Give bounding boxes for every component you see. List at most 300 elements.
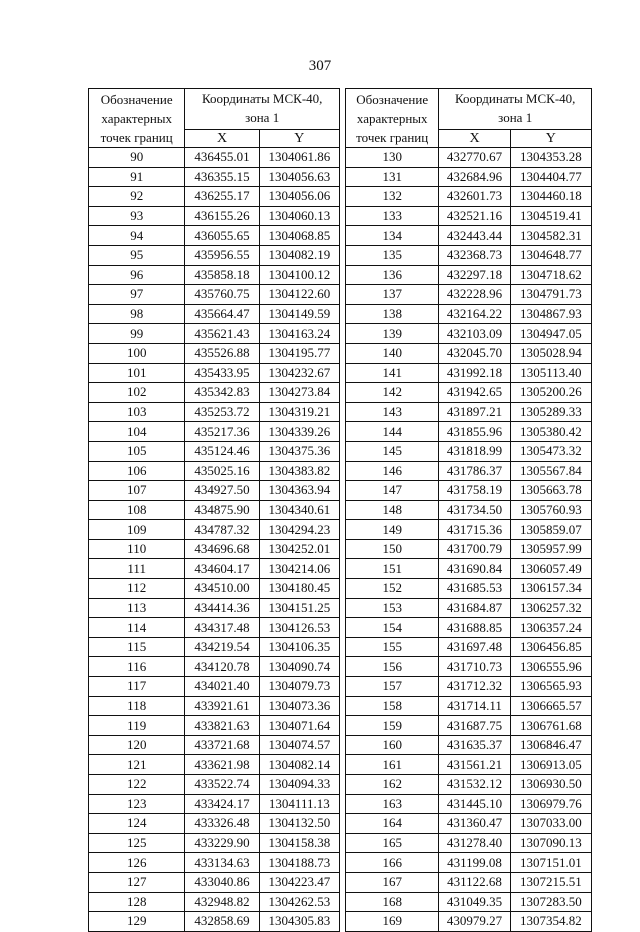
point-id-cell: 151 xyxy=(346,559,439,579)
point-id-cell: 159 xyxy=(346,716,439,736)
y-coordinate-cell: 1305289.33 xyxy=(510,402,591,422)
table-row xyxy=(89,343,340,363)
x-coordinate-cell: 433721.68 xyxy=(185,735,259,755)
point-id-cell: 150 xyxy=(346,539,439,559)
point-id-cell: 142 xyxy=(346,383,439,403)
table-row xyxy=(346,383,592,403)
y-coordinate-cell: 1304082.19 xyxy=(259,245,339,265)
table-row xyxy=(346,559,592,579)
x-coordinate-cell: 432297.18 xyxy=(439,265,510,285)
x-coordinate-cell: 432770.67 xyxy=(439,148,510,168)
point-id-cell: 121 xyxy=(89,755,185,775)
table-row xyxy=(89,148,340,168)
point-id-cell: 139 xyxy=(346,324,439,344)
y-coordinate-cell: 1304460.18 xyxy=(510,187,591,207)
y-coordinate-cell: 1306565.93 xyxy=(510,677,591,697)
y-coordinate-cell: 1304094.33 xyxy=(259,775,339,795)
point-id-cell: 98 xyxy=(89,304,185,324)
header-point-line: точек границ xyxy=(356,130,429,145)
point-id-cell: 127 xyxy=(89,872,185,892)
y-coordinate-cell: 1304061.86 xyxy=(259,148,339,168)
y-coordinate-cell: 1304079.73 xyxy=(259,677,339,697)
point-id-cell: 111 xyxy=(89,559,185,579)
point-id-cell: 154 xyxy=(346,618,439,638)
x-coordinate-cell: 435858.18 xyxy=(185,265,259,285)
x-coordinate-cell: 432103.09 xyxy=(439,324,510,344)
y-coordinate-cell: 1304519.41 xyxy=(510,206,591,226)
table-row xyxy=(89,441,340,461)
point-id-cell: 109 xyxy=(89,520,185,540)
table-row xyxy=(89,716,340,736)
x-coordinate-cell: 434604.17 xyxy=(185,559,259,579)
y-coordinate-cell: 1304273.84 xyxy=(259,383,339,403)
header-x: X xyxy=(439,130,510,148)
table-row xyxy=(346,520,592,540)
y-coordinate-cell: 1306456.85 xyxy=(510,637,591,657)
y-coordinate-cell: 1304262.53 xyxy=(259,892,339,912)
point-id-cell: 169 xyxy=(346,912,439,932)
point-id-cell: 117 xyxy=(89,677,185,697)
page-number: 307 xyxy=(308,58,332,74)
point-id-cell: 112 xyxy=(89,579,185,599)
x-coordinate-cell: 433326.48 xyxy=(185,814,259,834)
y-coordinate-cell: 1306846.47 xyxy=(510,735,591,755)
point-id-cell: 157 xyxy=(346,677,439,697)
table-body-left xyxy=(89,148,340,932)
y-coordinate-cell: 1305380.42 xyxy=(510,422,591,442)
table-row xyxy=(89,637,340,657)
y-coordinate-cell: 1306257.32 xyxy=(510,598,591,618)
point-id-cell: 124 xyxy=(89,814,185,834)
header-x: X xyxy=(185,130,259,148)
point-id-cell: 135 xyxy=(346,245,439,265)
y-coordinate-cell: 1306555.96 xyxy=(510,657,591,677)
y-coordinate-cell: 1304305.83 xyxy=(259,912,339,932)
header-point-line: характерных xyxy=(356,111,428,126)
point-id-cell: 120 xyxy=(89,735,185,755)
table-row xyxy=(346,402,592,422)
table-row xyxy=(346,539,592,559)
point-id-cell: 90 xyxy=(89,148,185,168)
table-row xyxy=(346,285,592,305)
point-id-cell: 156 xyxy=(346,657,439,677)
table-row xyxy=(346,226,592,246)
y-coordinate-cell: 1304648.77 xyxy=(510,245,591,265)
point-id-cell: 118 xyxy=(89,696,185,716)
x-coordinate-cell: 431992.18 xyxy=(439,363,510,383)
y-coordinate-cell: 1305473.32 xyxy=(510,441,591,461)
x-coordinate-cell: 431818.99 xyxy=(439,441,510,461)
table-row xyxy=(89,402,340,422)
x-coordinate-cell: 431049.35 xyxy=(439,892,510,912)
point-id-cell: 126 xyxy=(89,853,185,873)
table-row xyxy=(346,637,592,657)
table-row xyxy=(89,363,340,383)
point-id-cell: 168 xyxy=(346,892,439,912)
point-id-cell: 146 xyxy=(346,461,439,481)
header-coordinates-line: Координаты МСК-40, xyxy=(201,91,323,106)
table-row xyxy=(346,461,592,481)
table-row xyxy=(89,833,340,853)
table-row xyxy=(89,598,340,618)
x-coordinate-cell: 432858.69 xyxy=(185,912,259,932)
x-coordinate-cell: 430979.27 xyxy=(439,912,510,932)
x-coordinate-cell: 431700.79 xyxy=(439,539,510,559)
point-id-cell: 96 xyxy=(89,265,185,285)
x-coordinate-cell: 436455.01 xyxy=(185,148,259,168)
x-coordinate-cell: 435433.95 xyxy=(185,363,259,383)
table-row xyxy=(89,481,340,501)
table-row xyxy=(89,775,340,795)
y-coordinate-cell: 1304106.35 xyxy=(259,637,339,657)
header-point-designation xyxy=(89,89,185,148)
header-point-designation xyxy=(346,89,439,148)
y-coordinate-cell: 1304791.73 xyxy=(510,285,591,305)
table-row xyxy=(346,677,592,697)
point-id-cell: 141 xyxy=(346,363,439,383)
y-coordinate-cell: 1304056.63 xyxy=(259,167,339,187)
point-id-cell: 136 xyxy=(346,265,439,285)
x-coordinate-cell: 433821.63 xyxy=(185,716,259,736)
x-coordinate-cell: 435664.47 xyxy=(185,304,259,324)
point-id-cell: 107 xyxy=(89,481,185,501)
table-row xyxy=(89,618,340,638)
table-row xyxy=(346,872,592,892)
header-y: Y xyxy=(510,130,591,148)
header-point-line: точек границ xyxy=(100,130,173,145)
x-coordinate-cell: 431360.47 xyxy=(439,814,510,834)
point-id-cell: 163 xyxy=(346,794,439,814)
y-coordinate-cell: 1304180.45 xyxy=(259,579,339,599)
point-id-cell: 161 xyxy=(346,755,439,775)
y-coordinate-cell: 1306157.34 xyxy=(510,579,591,599)
y-coordinate-cell: 1304074.57 xyxy=(259,735,339,755)
table-row xyxy=(346,833,592,853)
x-coordinate-cell: 431532.12 xyxy=(439,775,510,795)
y-coordinate-cell: 1306761.68 xyxy=(510,716,591,736)
y-coordinate-cell: 1307033.00 xyxy=(510,814,591,834)
table-row xyxy=(89,422,340,442)
y-coordinate-cell: 1304718.62 xyxy=(510,265,591,285)
table-row xyxy=(89,579,340,599)
point-id-cell: 101 xyxy=(89,363,185,383)
y-coordinate-cell: 1304056.06 xyxy=(259,187,339,207)
table-row xyxy=(89,735,340,755)
y-coordinate-cell: 1306979.76 xyxy=(510,794,591,814)
x-coordinate-cell: 431697.48 xyxy=(439,637,510,657)
header-coordinates xyxy=(185,89,340,130)
point-id-cell: 134 xyxy=(346,226,439,246)
y-coordinate-cell: 1307283.50 xyxy=(510,892,591,912)
y-coordinate-cell: 1305760.93 xyxy=(510,500,591,520)
x-coordinate-cell: 434875.90 xyxy=(185,500,259,520)
y-coordinate-cell: 1304151.25 xyxy=(259,598,339,618)
header-coordinates-line: Координаты МСК-40, xyxy=(454,91,576,106)
table-row xyxy=(346,892,592,912)
table-row xyxy=(89,226,340,246)
x-coordinate-cell: 431445.10 xyxy=(439,794,510,814)
x-coordinate-cell: 431855.96 xyxy=(439,422,510,442)
x-coordinate-cell: 434021.40 xyxy=(185,677,259,697)
y-coordinate-cell: 1304294.23 xyxy=(259,520,339,540)
x-coordinate-cell: 431122.68 xyxy=(439,872,510,892)
table-row xyxy=(346,579,592,599)
x-coordinate-cell: 436055.65 xyxy=(185,226,259,246)
x-coordinate-cell: 432684.96 xyxy=(439,167,510,187)
table-row xyxy=(89,167,340,187)
x-coordinate-cell: 431690.84 xyxy=(439,559,510,579)
point-id-cell: 160 xyxy=(346,735,439,755)
point-id-cell: 164 xyxy=(346,814,439,834)
point-id-cell: 91 xyxy=(89,167,185,187)
x-coordinate-cell: 431734.50 xyxy=(439,500,510,520)
table-row xyxy=(89,520,340,540)
point-id-cell: 158 xyxy=(346,696,439,716)
x-coordinate-cell: 435342.83 xyxy=(185,383,259,403)
y-coordinate-cell: 1304149.59 xyxy=(259,304,339,324)
header-point-line: характерных xyxy=(101,111,173,126)
y-coordinate-cell: 1304132.50 xyxy=(259,814,339,834)
y-coordinate-cell: 1305957.99 xyxy=(510,539,591,559)
point-id-cell: 115 xyxy=(89,637,185,657)
y-coordinate-cell: 1304188.73 xyxy=(259,853,339,873)
table-row xyxy=(346,794,592,814)
table-row xyxy=(89,892,340,912)
y-coordinate-cell: 1305113.40 xyxy=(510,363,591,383)
x-coordinate-cell: 434696.68 xyxy=(185,539,259,559)
point-id-cell: 133 xyxy=(346,206,439,226)
coordinates-table-left xyxy=(88,88,340,932)
table-row xyxy=(346,422,592,442)
table-row xyxy=(89,206,340,226)
y-coordinate-cell: 1304340.61 xyxy=(259,500,339,520)
x-coordinate-cell: 431786.37 xyxy=(439,461,510,481)
table-row xyxy=(346,598,592,618)
x-coordinate-cell: 433921.61 xyxy=(185,696,259,716)
point-id-cell: 123 xyxy=(89,794,185,814)
point-id-cell: 132 xyxy=(346,187,439,207)
point-id-cell: 148 xyxy=(346,500,439,520)
table-body-right xyxy=(346,148,592,932)
point-id-cell: 110 xyxy=(89,539,185,559)
table-row xyxy=(346,265,592,285)
coordinates-table-right xyxy=(345,88,592,932)
table-row xyxy=(89,500,340,520)
y-coordinate-cell: 1304947.05 xyxy=(510,324,591,344)
y-coordinate-cell: 1304195.77 xyxy=(259,343,339,363)
y-coordinate-cell: 1304223.47 xyxy=(259,872,339,892)
point-id-cell: 129 xyxy=(89,912,185,932)
x-coordinate-cell: 433424.17 xyxy=(185,794,259,814)
x-coordinate-cell: 435760.75 xyxy=(185,285,259,305)
y-coordinate-cell: 1304158.38 xyxy=(259,833,339,853)
table-row xyxy=(89,814,340,834)
y-coordinate-cell: 1304232.67 xyxy=(259,363,339,383)
point-id-cell: 128 xyxy=(89,892,185,912)
x-coordinate-cell: 433522.74 xyxy=(185,775,259,795)
point-id-cell: 102 xyxy=(89,383,185,403)
table-row xyxy=(346,853,592,873)
point-id-cell: 162 xyxy=(346,775,439,795)
y-coordinate-cell: 1307151.01 xyxy=(510,853,591,873)
table-row xyxy=(89,559,340,579)
point-id-cell: 143 xyxy=(346,402,439,422)
point-id-cell: 153 xyxy=(346,598,439,618)
x-coordinate-cell: 435253.72 xyxy=(185,402,259,422)
x-coordinate-cell: 434510.00 xyxy=(185,579,259,599)
y-coordinate-cell: 1307354.82 xyxy=(510,912,591,932)
point-id-cell: 92 xyxy=(89,187,185,207)
x-coordinate-cell: 431635.37 xyxy=(439,735,510,755)
table-row xyxy=(346,657,592,677)
header-coordinates xyxy=(439,89,592,130)
y-coordinate-cell: 1304060.13 xyxy=(259,206,339,226)
x-coordinate-cell: 431897.21 xyxy=(439,402,510,422)
x-coordinate-cell: 435956.55 xyxy=(185,245,259,265)
table-row xyxy=(89,265,340,285)
y-coordinate-cell: 1304111.13 xyxy=(259,794,339,814)
x-coordinate-cell: 435217.36 xyxy=(185,422,259,442)
table-row xyxy=(89,304,340,324)
y-coordinate-cell: 1305200.26 xyxy=(510,383,591,403)
point-id-cell: 97 xyxy=(89,285,185,305)
table-row xyxy=(346,304,592,324)
x-coordinate-cell: 431688.85 xyxy=(439,618,510,638)
point-id-cell: 99 xyxy=(89,324,185,344)
x-coordinate-cell: 433621.98 xyxy=(185,755,259,775)
x-coordinate-cell: 431684.87 xyxy=(439,598,510,618)
point-id-cell: 149 xyxy=(346,520,439,540)
point-id-cell: 147 xyxy=(346,481,439,501)
point-id-cell: 103 xyxy=(89,402,185,422)
x-coordinate-cell: 433134.63 xyxy=(185,853,259,873)
x-coordinate-cell: 432521.16 xyxy=(439,206,510,226)
table-row xyxy=(89,872,340,892)
point-id-cell: 140 xyxy=(346,343,439,363)
y-coordinate-cell: 1304214.06 xyxy=(259,559,339,579)
point-id-cell: 125 xyxy=(89,833,185,853)
y-coordinate-cell: 1306357.24 xyxy=(510,618,591,638)
y-coordinate-cell: 1304353.28 xyxy=(510,148,591,168)
y-coordinate-cell: 1304375.36 xyxy=(259,441,339,461)
y-coordinate-cell: 1304319.21 xyxy=(259,402,339,422)
y-coordinate-cell: 1306913.05 xyxy=(510,755,591,775)
x-coordinate-cell: 435621.43 xyxy=(185,324,259,344)
y-coordinate-cell: 1307215.51 xyxy=(510,872,591,892)
table-row xyxy=(346,148,592,168)
table-row xyxy=(346,618,592,638)
x-coordinate-cell: 432948.82 xyxy=(185,892,259,912)
point-id-cell: 122 xyxy=(89,775,185,795)
y-coordinate-cell: 1305028.94 xyxy=(510,343,591,363)
table-row xyxy=(346,167,592,187)
table-row xyxy=(89,461,340,481)
x-coordinate-cell: 431758.19 xyxy=(439,481,510,501)
table-row xyxy=(346,343,592,363)
x-coordinate-cell: 432601.73 xyxy=(439,187,510,207)
table-row xyxy=(89,187,340,207)
x-coordinate-cell: 431561.21 xyxy=(439,755,510,775)
y-coordinate-cell: 1304363.94 xyxy=(259,481,339,501)
x-coordinate-cell: 431685.53 xyxy=(439,579,510,599)
x-coordinate-cell: 435124.46 xyxy=(185,441,259,461)
y-coordinate-cell: 1306665.57 xyxy=(510,696,591,716)
header-coordinates-line: зона 1 xyxy=(498,110,533,125)
point-id-cell: 94 xyxy=(89,226,185,246)
x-coordinate-cell: 434317.48 xyxy=(185,618,259,638)
x-coordinate-cell: 431710.73 xyxy=(439,657,510,677)
y-coordinate-cell: 1304071.64 xyxy=(259,716,339,736)
x-coordinate-cell: 435025.16 xyxy=(185,461,259,481)
x-coordinate-cell: 436355.15 xyxy=(185,167,259,187)
x-coordinate-cell: 432164.22 xyxy=(439,304,510,324)
x-coordinate-cell: 434787.32 xyxy=(185,520,259,540)
table-row xyxy=(346,500,592,520)
x-coordinate-cell: 431714.11 xyxy=(439,696,510,716)
y-coordinate-cell: 1307090.13 xyxy=(510,833,591,853)
y-coordinate-cell: 1305859.07 xyxy=(510,520,591,540)
y-coordinate-cell: 1304122.60 xyxy=(259,285,339,305)
point-id-cell: 138 xyxy=(346,304,439,324)
x-coordinate-cell: 436155.26 xyxy=(185,206,259,226)
point-id-cell: 131 xyxy=(346,167,439,187)
table-row xyxy=(89,696,340,716)
x-coordinate-cell: 434120.78 xyxy=(185,657,259,677)
table-row xyxy=(89,657,340,677)
y-coordinate-cell: 1304404.77 xyxy=(510,167,591,187)
x-coordinate-cell: 431712.32 xyxy=(439,677,510,697)
table-row xyxy=(346,755,592,775)
y-coordinate-cell: 1305663.78 xyxy=(510,481,591,501)
header-point-line: Обозначение xyxy=(356,92,429,107)
table-row xyxy=(89,853,340,873)
table-row xyxy=(346,441,592,461)
point-id-cell: 144 xyxy=(346,422,439,442)
point-id-cell: 114 xyxy=(89,618,185,638)
table-row xyxy=(346,363,592,383)
table-row xyxy=(346,912,592,932)
table-row xyxy=(89,383,340,403)
point-id-cell: 106 xyxy=(89,461,185,481)
point-id-cell: 105 xyxy=(89,441,185,461)
x-coordinate-cell: 435526.88 xyxy=(185,343,259,363)
x-coordinate-cell: 432228.96 xyxy=(439,285,510,305)
point-id-cell: 165 xyxy=(346,833,439,853)
point-id-cell: 100 xyxy=(89,343,185,363)
table-row xyxy=(346,324,592,344)
table-row xyxy=(89,912,340,932)
point-id-cell: 155 xyxy=(346,637,439,657)
table-row xyxy=(346,716,592,736)
table-row xyxy=(89,794,340,814)
header-y: Y xyxy=(259,130,339,148)
x-coordinate-cell: 431199.08 xyxy=(439,853,510,873)
y-coordinate-cell: 1304867.93 xyxy=(510,304,591,324)
header-point-line: Обозначение xyxy=(100,92,173,107)
table-row xyxy=(89,677,340,697)
table-row xyxy=(89,755,340,775)
table-row xyxy=(346,775,592,795)
x-coordinate-cell: 433229.90 xyxy=(185,833,259,853)
y-coordinate-cell: 1306057.49 xyxy=(510,559,591,579)
point-id-cell: 93 xyxy=(89,206,185,226)
table-row xyxy=(346,481,592,501)
table-row xyxy=(346,735,592,755)
x-coordinate-cell: 431687.75 xyxy=(439,716,510,736)
y-coordinate-cell: 1306930.50 xyxy=(510,775,591,795)
table-row xyxy=(89,324,340,344)
x-coordinate-cell: 432368.73 xyxy=(439,245,510,265)
